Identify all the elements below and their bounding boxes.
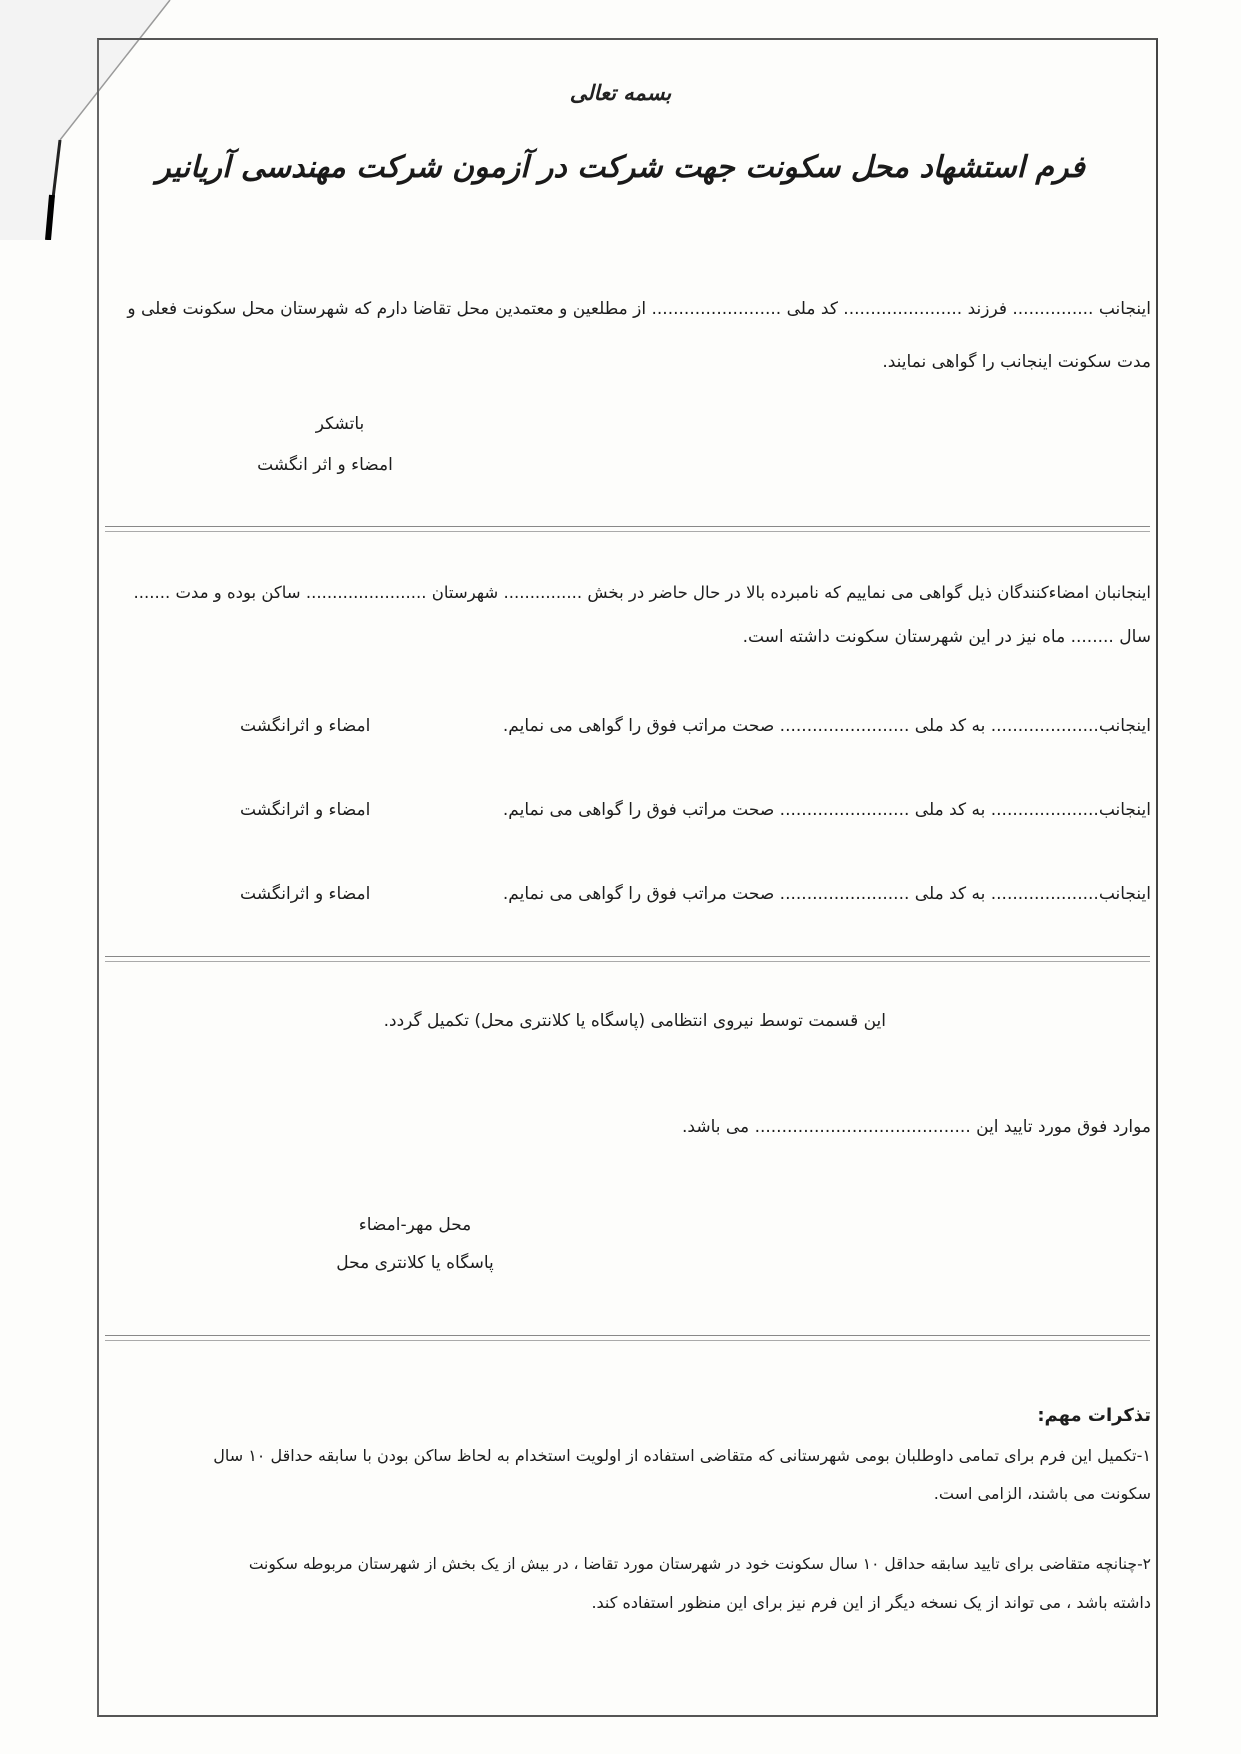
- notes-heading: تذکرات مهم:: [1037, 1405, 1151, 1426]
- form-border: [97, 38, 1158, 1717]
- witness-statement: اینجانب.................... به کد ملی ........................ صحت مراتب فوق را گواهی می نمایم.: [502, 800, 1151, 820]
- applicant-statement-line2: مدت سکونت اینجانب را گواهی نمایند.: [882, 352, 1151, 372]
- witness-statement-line1: اینجانبان امضاءکنندگان ذیل گواهی می نماییم که نامبرده بالا در حال حاضر در بخش ............... شهرستان ....................... ساکن بوده و مدت .......: [133, 583, 1151, 602]
- police-confirmation-line: موارد فوق مورد تایید این ........................................ می باشد.: [682, 1117, 1151, 1137]
- witness-statement-line2: سال ........ ماه نیز در این شهرستان سکونت داشته است.: [742, 627, 1151, 647]
- note-2-line2: داشته باشد ، می تواند از یک نسخه دیگر از این فرم نیز برای این منظور استفاده کند.: [591, 1593, 1151, 1612]
- section-divider: [105, 526, 1150, 532]
- witness-row: [240, 716, 1151, 740]
- witness-statement: اینجانب.................... به کد ملی ........................ صحت مراتب فوق را گواهی می نمایم.: [502, 716, 1151, 736]
- note-1-line2: سکونت می باشند، الزامی است.: [933, 1484, 1151, 1503]
- police-instruction: این قسمت توسط نیروی انتظامی (پاسگاه یا کلانتری محل) تکمیل گردد.: [383, 1011, 886, 1031]
- applicant-statement-line1: اینجانب ............... فرزند ...................... کد ملی ........................ از مطلعین و معتمدین محل تقاضا دارم که شهرستان محل سکونت فعلی و: [127, 299, 1151, 319]
- applicant-signature-label: امضاء و اثر انگشت: [257, 455, 393, 475]
- witness-signature-label: امضاء و اثرانگشت: [240, 800, 371, 820]
- thanks-text: باتشکر: [315, 414, 365, 434]
- witness-statement: اینجانب.................... به کد ملی ........................ صحت مراتب فوق را گواهی می نمایم.: [502, 884, 1151, 904]
- stamp-signature-label: محل مهر-امضاء: [358, 1215, 472, 1235]
- section-divider: [105, 1335, 1150, 1341]
- section-divider: [105, 956, 1150, 962]
- witness-signature-label: امضاء و اثرانگشت: [240, 884, 371, 904]
- note-1-line1: ۱-تکمیل این فرم برای تمامی داوطلبان بومی شهرستانی که متقاضی استفاده از اولویت استخدام به لحاظ ساکن بودن با سابقه حداقل ۱۰ سال: [213, 1446, 1151, 1465]
- bismillah-heading: بسمه تعالی: [569, 80, 672, 105]
- police-station-label: پاسگاه یا کلانتری محل: [336, 1253, 494, 1273]
- form-title: فرم استشهاد محل سکونت جهت شرکت در آزمون شرکت مهندسی آریانیر: [156, 150, 1085, 185]
- witness-row: [240, 884, 1151, 908]
- witness-row: [240, 800, 1151, 824]
- witness-signature-label: امضاء و اثرانگشت: [240, 716, 371, 736]
- note-2-line1: ۲-چنانچه متقاضی برای تایید سابقه حداقل ۱۰ سال سکونت خود در شهرستان مورد تقاضا ، در بیش از یک بخش از شهرستان مربوطه سکونت: [248, 1555, 1151, 1573]
